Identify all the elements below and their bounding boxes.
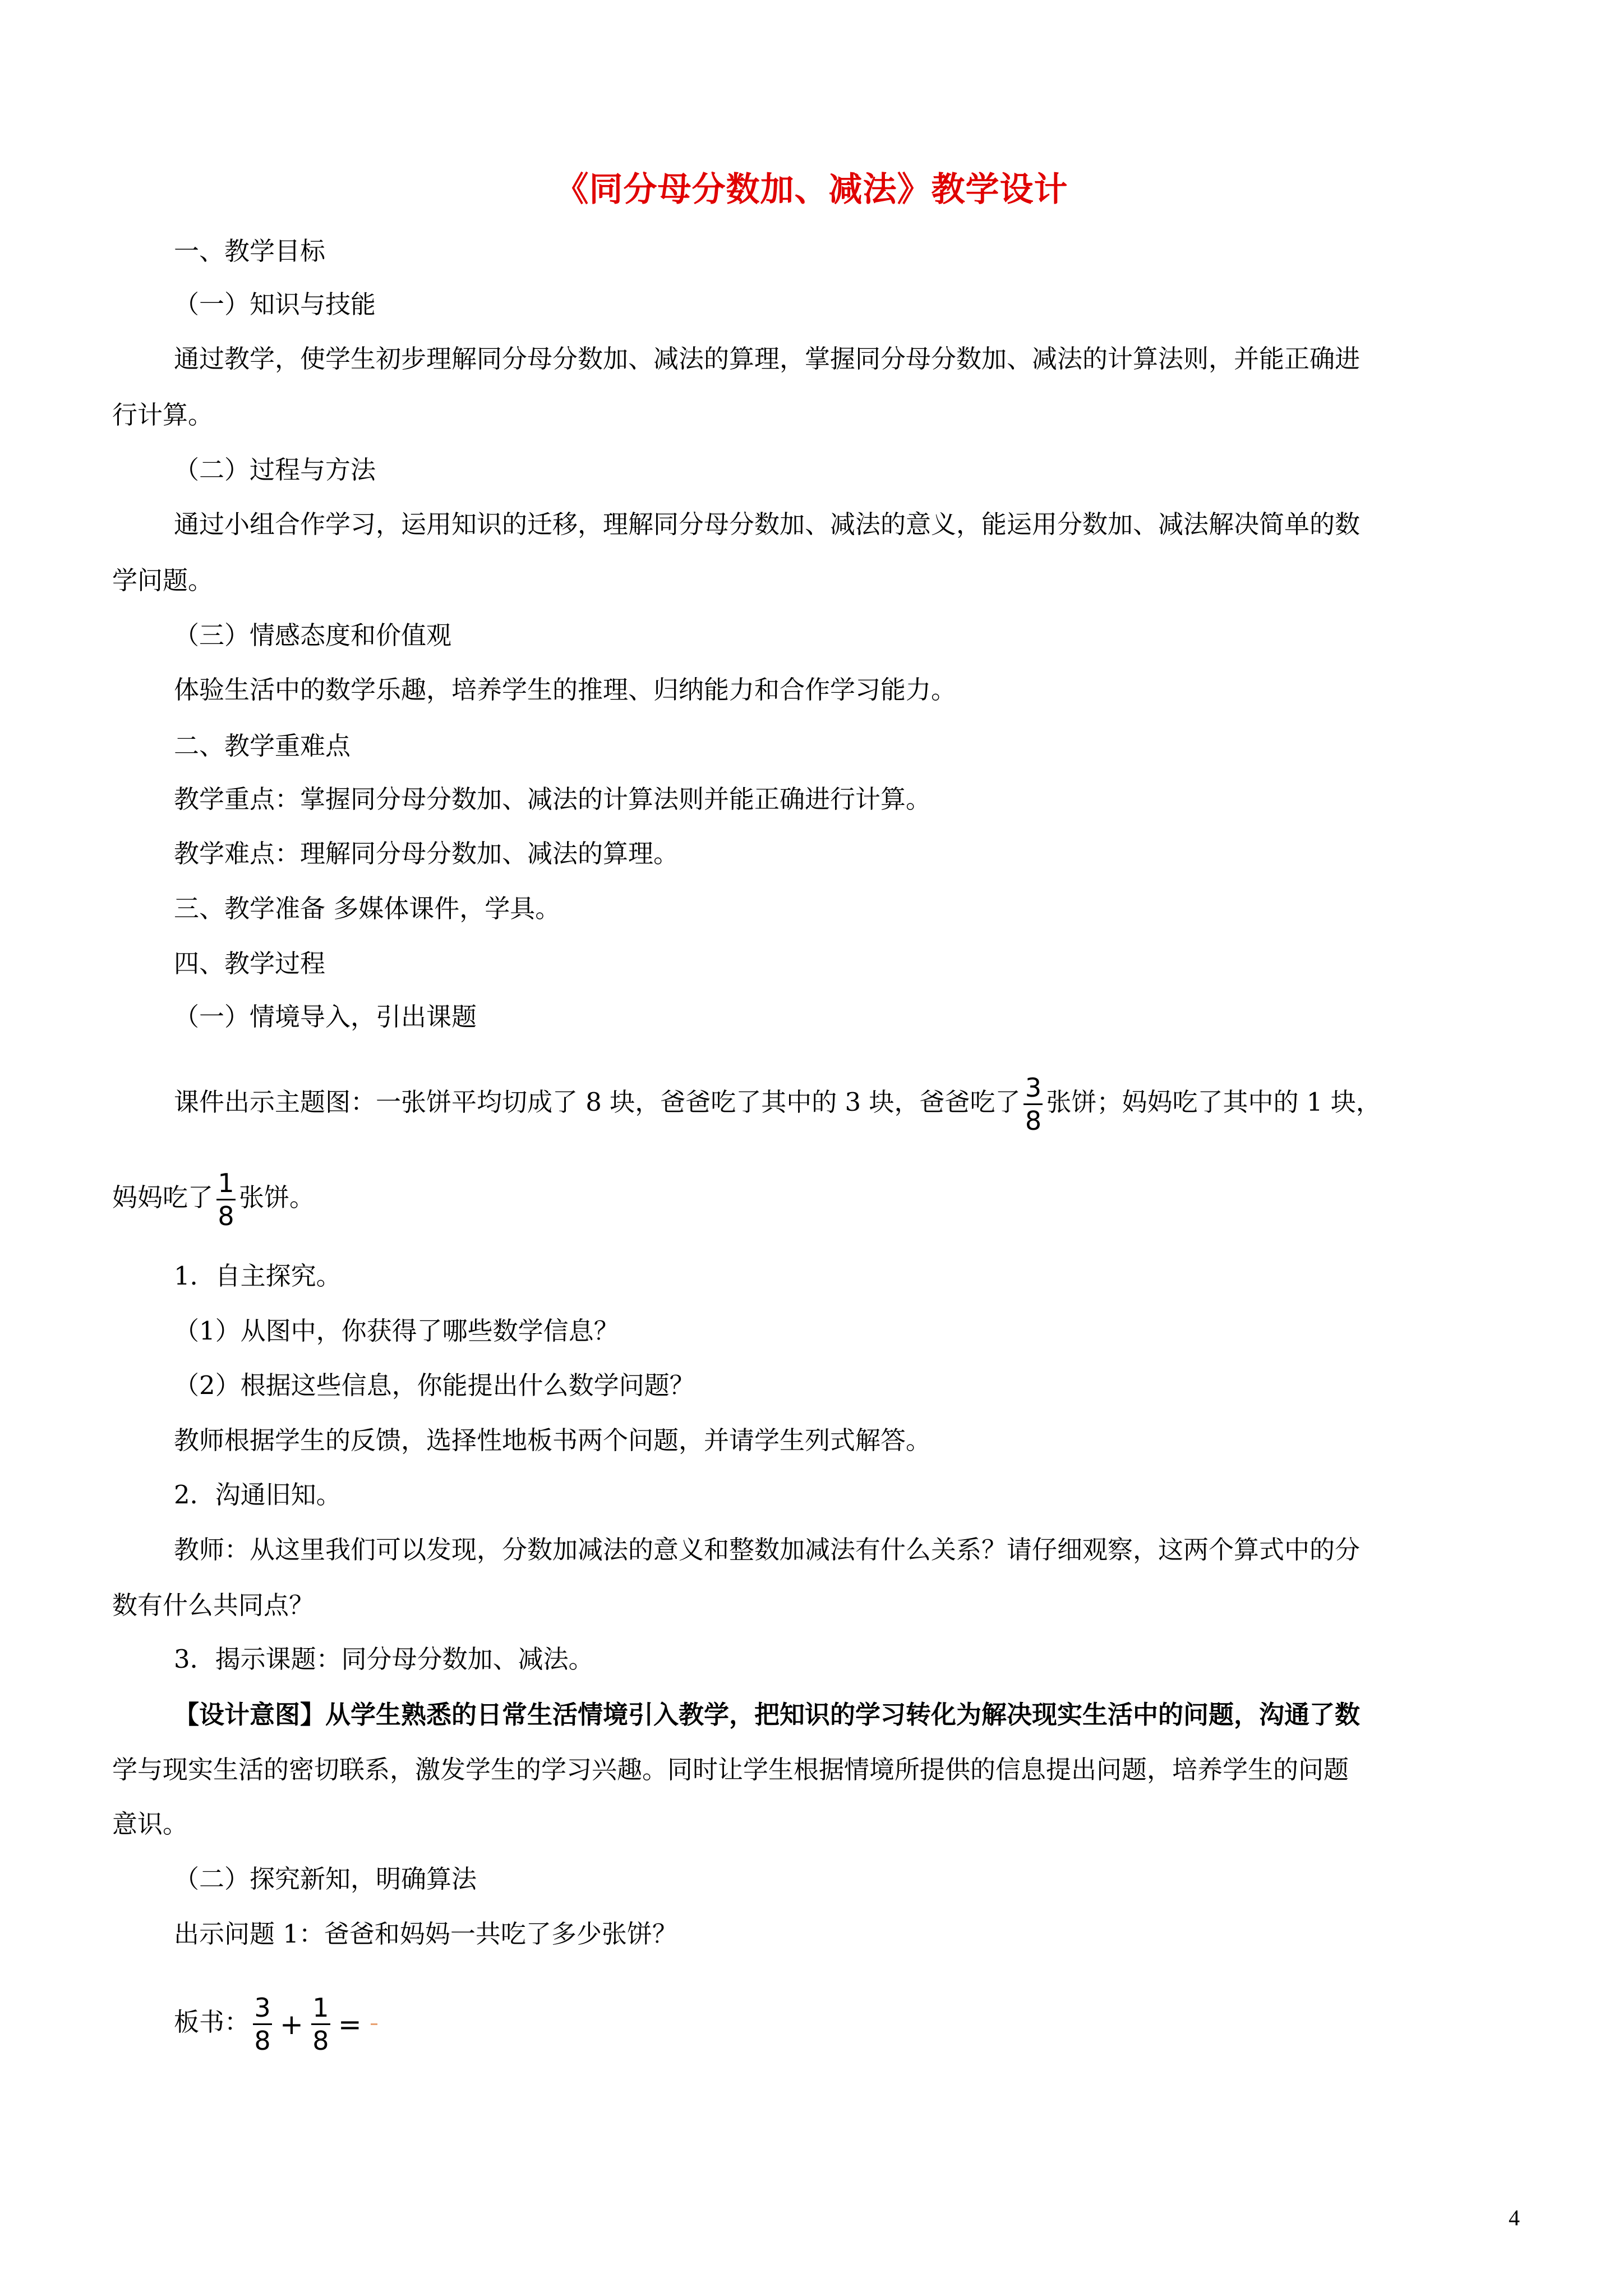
paragraph: 教学难点：理解同分母分数加、减法的算理。 xyxy=(174,839,679,868)
paragraph: 出示问题 1：爸爸和妈妈一共吃了多少张饼？ xyxy=(174,1919,677,1949)
board-equation xyxy=(0,1989,1623,2058)
equals-sign: = xyxy=(338,2008,362,2041)
subsection-heading: （一）知识与技能 xyxy=(174,289,376,319)
subsection-heading: （二）过程与方法 xyxy=(174,455,376,485)
fraction-numerator: 3 xyxy=(254,1993,271,2023)
fraction-denominator: 8 xyxy=(312,2026,329,2056)
list-item: 1．自主探究。 xyxy=(174,1261,342,1291)
list-item: 3．揭示课题：同分母分数加、减法。 xyxy=(174,1644,594,1674)
list-item: （1）从图中，你获得了哪些数学信息？ xyxy=(174,1316,619,1346)
fraction-bar xyxy=(216,1199,236,1200)
page-title: 《同分母分数加、减法》教学设计 xyxy=(555,170,1068,209)
subsection-heading: （三）情感态度和价值观 xyxy=(174,620,452,650)
text-segment: 课件出示主题图：一张饼平均切成了 8 块，爸爸吃了其中的 3 块，爸爸吃了 xyxy=(174,1087,1021,1117)
text-segment: 妈妈吃了 xyxy=(112,1182,214,1212)
fraction-denominator: 8 xyxy=(1025,1106,1042,1136)
fraction-3-8 xyxy=(1023,1073,1043,1135)
text-segment: 张饼。 xyxy=(239,1182,315,1212)
page-number: 4 xyxy=(1509,2205,1520,2230)
answer-mark xyxy=(371,2023,377,2025)
paragraph-continuation: 数有什么共同点？ xyxy=(112,1590,315,1620)
paragraph: 教师根据学生的反馈，选择性地板书两个问题，并请学生列式解答。 xyxy=(174,1425,932,1455)
plus-sign: + xyxy=(280,2008,303,2041)
section-heading: 一、教学目标 xyxy=(174,236,326,266)
section-heading: 四、教学过程 xyxy=(174,949,326,978)
section-heading: 三、教学准备 多媒体课件，学具。 xyxy=(174,894,561,923)
paragraph: 通过教学，使学生初步理解同分母分数加、减法的算理，掌握同分母分数加、减法的计算法则，并能正确进 xyxy=(174,344,1361,374)
paragraph: 体验生活中的数学乐趣，培养学生的推理、归纳能力和合作学习能力。 xyxy=(174,675,957,705)
paragraph-with-fraction xyxy=(0,1164,1623,1231)
text-segment: 张饼；妈妈吃了其中的 1 块， xyxy=(1046,1087,1381,1117)
fraction-3-8 xyxy=(253,1993,272,2055)
fraction-1-8 xyxy=(216,1168,236,1231)
board-label: 板书： xyxy=(174,2007,250,2037)
fraction-denominator: 8 xyxy=(218,1201,234,1231)
subsection-heading: （一）情境导入，引出课题 xyxy=(174,1002,477,1032)
paragraph-with-fraction xyxy=(0,1069,1623,1136)
fraction-numerator: 3 xyxy=(1025,1073,1042,1103)
paragraph-continuation: 行计算。 xyxy=(112,400,214,430)
fraction-numerator: 1 xyxy=(312,1993,329,2023)
section-heading: 二、教学重难点 xyxy=(174,731,351,761)
fraction-bar xyxy=(1023,1103,1043,1105)
fraction-bar xyxy=(311,2023,330,2025)
paragraph-continuation: 学问题。 xyxy=(112,565,214,595)
list-item: （2）根据这些信息，你能提出什么数学问题？ xyxy=(174,1370,695,1400)
paragraph: 教师：从这里我们可以发现，分数加减法的意义和整数加减法有什么关系？请仔细观察，这两个算式中的分 xyxy=(174,1535,1361,1565)
subsection-heading: （二）探究新知，明确算法 xyxy=(174,1864,477,1894)
paragraph: 通过小组合作学习，运用知识的迁移，理解同分母分数加、减法的意义，能运用分数加、减法解决简单的数 xyxy=(174,509,1361,539)
list-item: 2．沟通旧知。 xyxy=(174,1480,342,1510)
fraction-1-8 xyxy=(311,1993,330,2055)
paragraph-continuation: 意识。 xyxy=(112,1809,188,1839)
fraction-denominator: 8 xyxy=(254,2026,271,2056)
fraction-numerator: 1 xyxy=(218,1168,234,1198)
design-intent-paragraph: 【设计意图】从学生熟悉的日常生活情境引入教学，把知识的学习转化为解决现实生活中的问题，沟通了数 xyxy=(174,1700,1361,1729)
paragraph-continuation: 学与现实生活的密切联系，激发学生的学习兴趣。同时让学生根据情境所提供的信息提出问题，培养学生的问题 xyxy=(112,1755,1349,1784)
fraction-bar xyxy=(253,2023,272,2025)
paragraph: 教学重点：掌握同分母分数加、减法的计算法则并能正确进行计算。 xyxy=(174,784,932,814)
